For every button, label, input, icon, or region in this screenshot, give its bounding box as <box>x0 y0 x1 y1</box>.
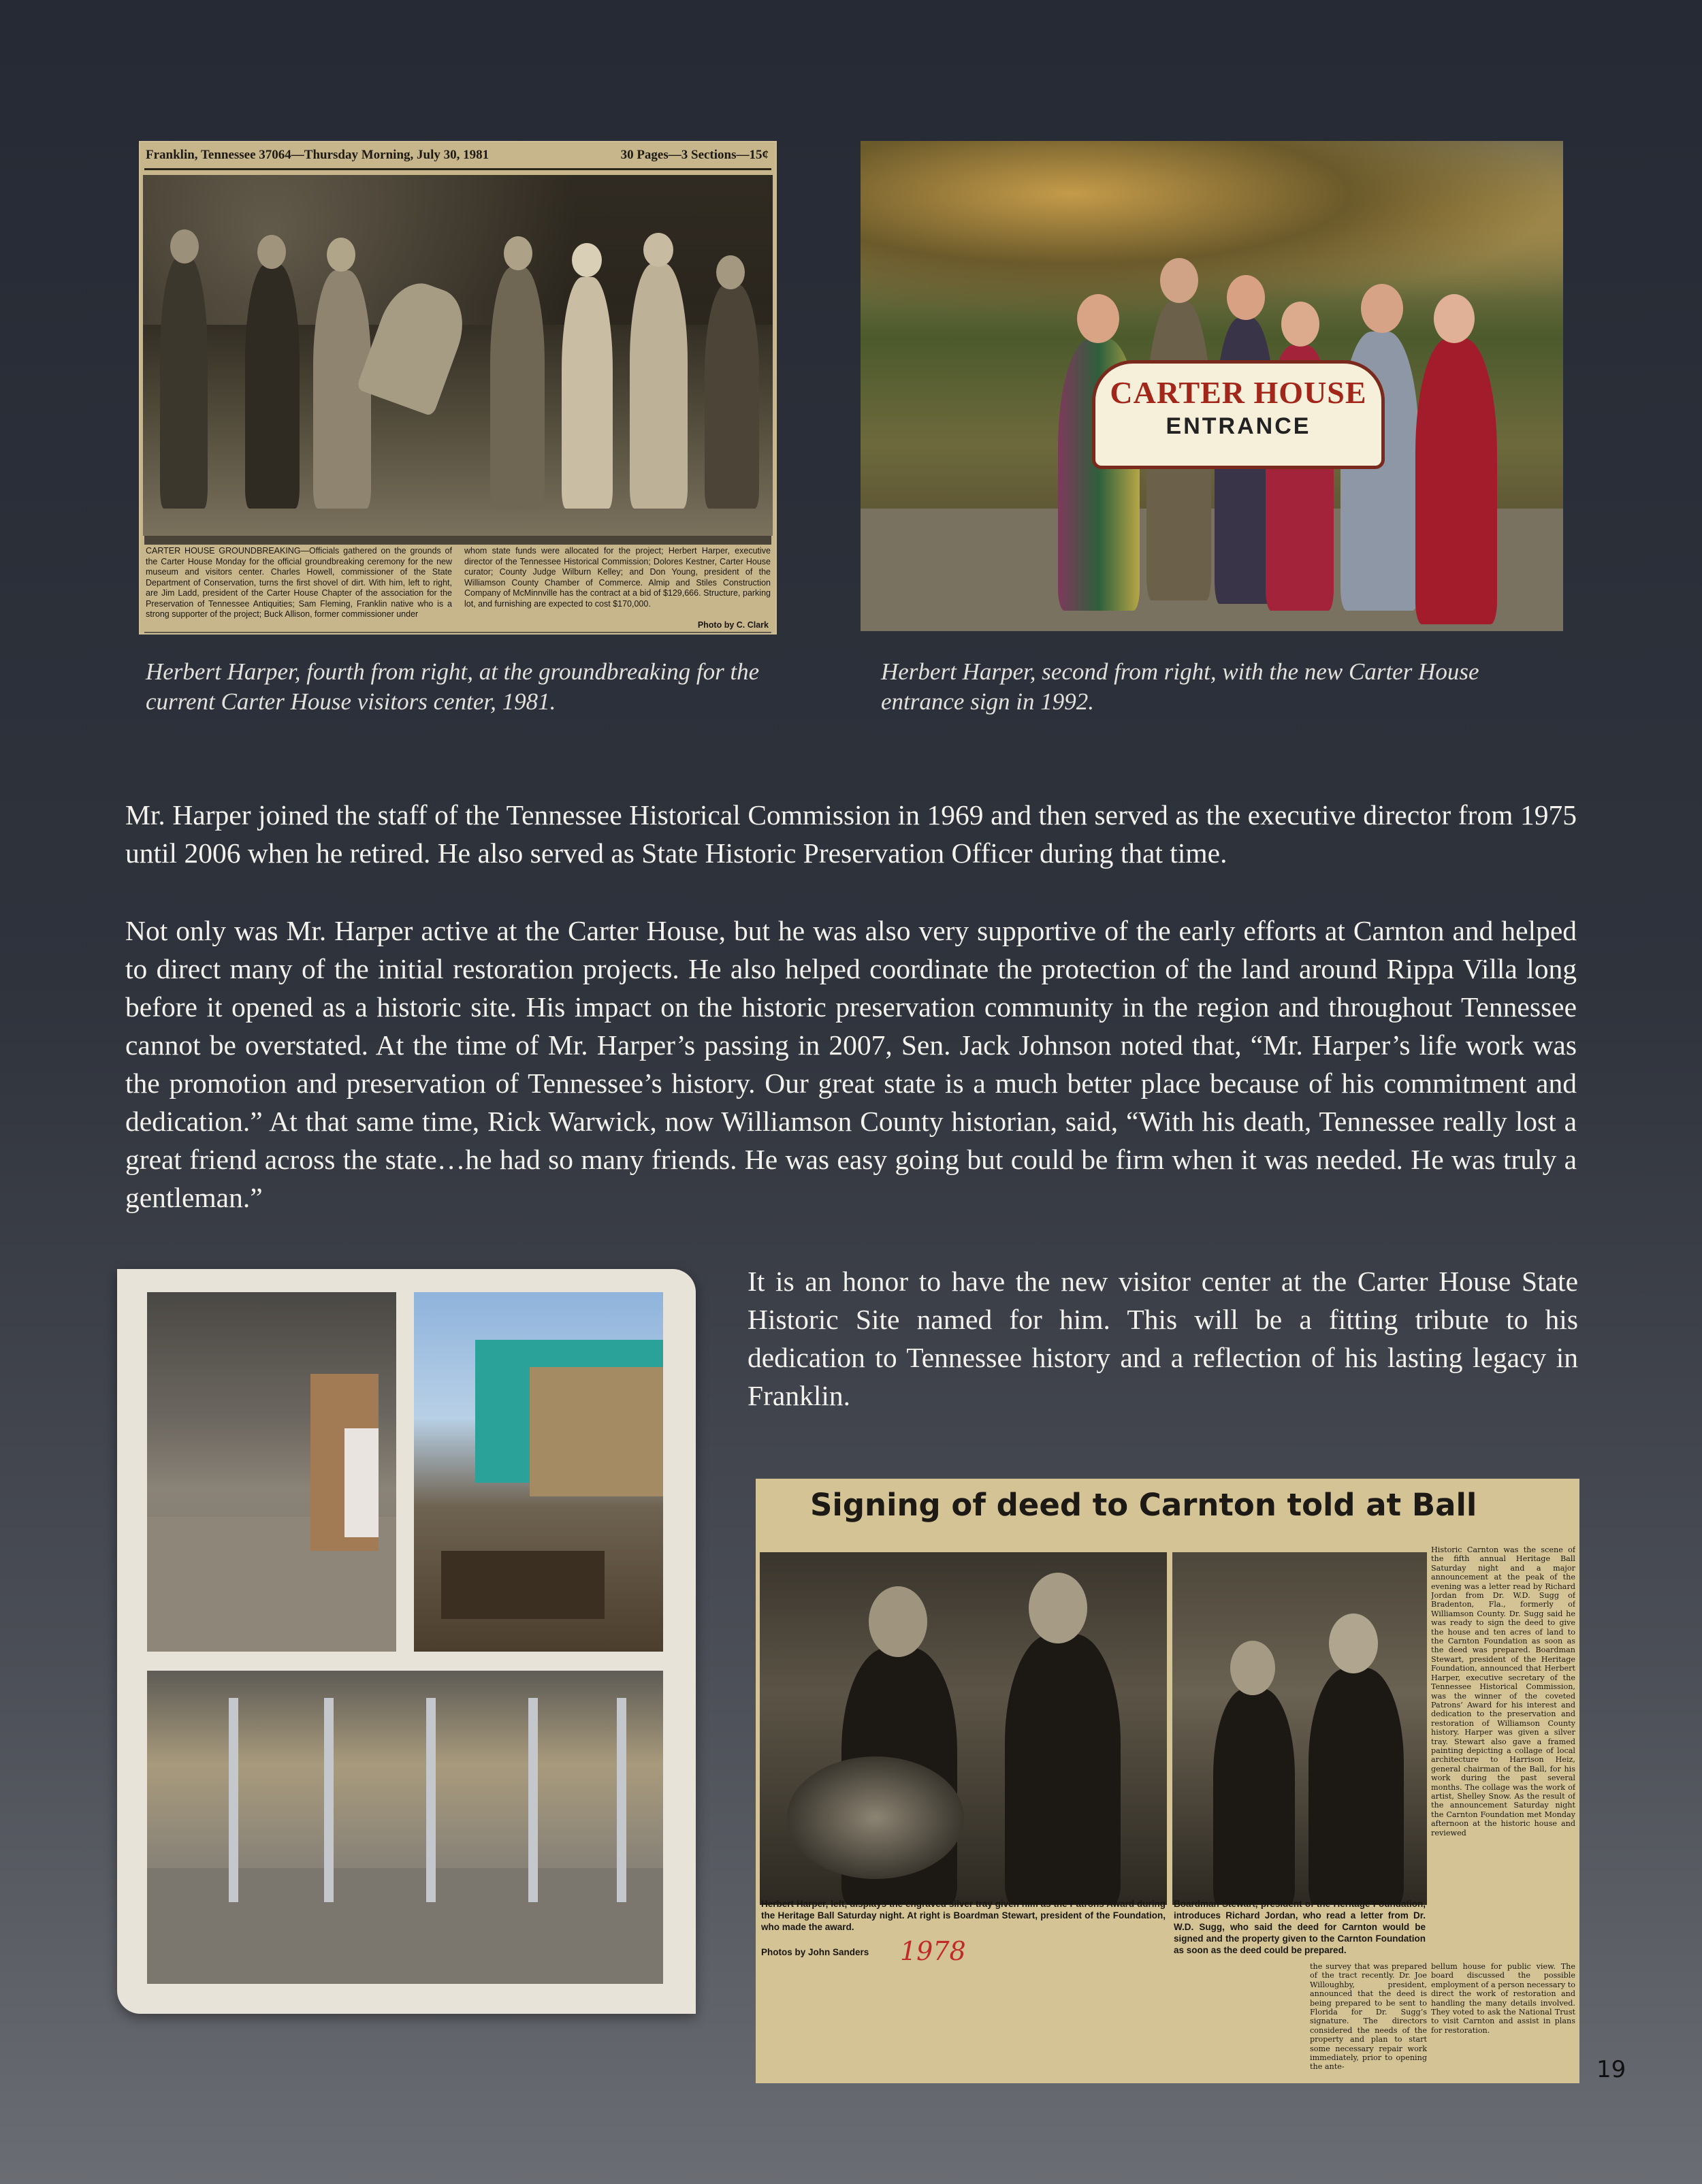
person-figure <box>160 257 208 509</box>
groundbreaking-photo-frame <box>143 175 773 536</box>
clipping-headline: Signing of deed to Carnton told at Ball <box>810 1487 1477 1523</box>
person-head <box>257 235 286 269</box>
clipping-masthead-left: Franklin, Tennessee 37064—Thursday Morning, July 30, 1981 <box>146 148 489 162</box>
construction-photo-interior <box>147 1292 396 1652</box>
person-figure <box>490 267 545 509</box>
groundbreaking-clip-caption <box>144 545 774 632</box>
body-paragraph-2: Not only was Mr. Harper active at the Carter House, but he was also very supportive of the early efforts at Carnton and helped to direct many of the initial restoration projects. He also helped coordinate the protection of the land around Rippa Villa long before it opened as a historic site. His impact on the historic preservation community in the region and throughout Tennessee cannot be overstated. At the time of Mr. Harper’s passing in 2007, Sen. Jack Johnson noted that, “Mr. Harper’s life work was the promotion and preservation of Tennessee’s history. Our great state is a much better place because of his commitment and dedication.” At that same time, Rick Warwick, now Williamson County historian, said, “With his death, Tennessee really lost a great friend across the state…he had so many friends. He was easy going but could be firm when it was needed. He was truly a gentleman.” <box>125 915 1577 1213</box>
person-head <box>1361 284 1403 333</box>
exterior-trench <box>441 1551 605 1619</box>
body-paragraph-3: It is an honor to have the new visitor center at the Carter House State Historic Site named for him. This will be a fitting tribute to his dedication to Tennessee history and a reflection of his lasting legacy in Franklin. <box>748 1266 1578 1411</box>
tray-photo <box>760 1552 1167 1905</box>
person-figure <box>705 284 759 509</box>
photo2-caption: Herbert Harper, second from right, with the new Carter House entrance sign in 1992. <box>881 658 1479 715</box>
person-figure <box>1415 338 1497 624</box>
clip-photo-credit: Photo by C. Clark <box>697 620 769 630</box>
framing-floor <box>147 1868 663 1984</box>
person-head <box>869 1586 927 1657</box>
person-head <box>1329 1613 1378 1673</box>
person-head <box>1227 275 1265 320</box>
column-text: Historic Carnton was the scene of the fifth annual Heritage Ball Saturday night and a major announcement at the peak of the evening was a letter read by Richard Jordan from Dr. W.D. Sugg of Bradenton, Fla., formerly of Williamson County. Dr. Sugg said he was ready to sign the deed to give the house and ten acres of land to the Carnton Foundation as soon as the deed was prepared. Boardman Stewart, president of the Heritage Foundation, announced that Herbert Harper, executive secretary of the Tennessee Historical Commission, was the winner of the coveted Patrons’ Award for his interest and dedication to the preservation and restoration of Williamson County history. Harper was given a silver tray. Stewart also gave a framed painting depicting a collage of local architecture to Harrison Heiz, general chairman of the Ball, for his work during the past several months. The collage was the work of artist, Shelley Snow. As the result of the announcement Saturday night the Carnton Foundation met Monday afternoon at the historic house and reviewed <box>1431 1545 1575 1837</box>
exterior-siding <box>530 1367 663 1496</box>
framing-stud <box>528 1698 538 1902</box>
person-figure <box>630 263 688 509</box>
framing-stud <box>229 1698 238 1902</box>
photo1-caption: Herbert Harper, fourth from right, at the groundbreaking for the current Carter House visitors center, 1981. <box>146 658 760 715</box>
clip-caption-col2: whom state funds were allocated for the project; Herbert Harper, executive director of the Tennessee Historical Commission; Dolores Kestner, Carter House curator; County Judge Wilburn Kelley; and Don Young, president of the Williamson County Chamber of Commerce. Almip and Stiles Construction Company of McMinnville has the contract at a bid of $129,666. Structure, parking lot, and furnishing are expected to cost $170,000. <box>464 546 771 609</box>
column-text-bottom-right: bellum house for public view. The board discussed the possible employment of a person necessary to direct the work of restoration and handling the many details involved. They voted to ask the National Trust to visit Carnton and assist in plans for restoration. <box>1431 1962 1575 2035</box>
person-head <box>170 229 199 263</box>
person-head <box>1281 302 1319 347</box>
person-head <box>572 243 602 277</box>
person-head <box>716 255 745 289</box>
construction-photo-framing <box>147 1671 663 1984</box>
ball-photo <box>1172 1552 1427 1905</box>
tray-caption: Herbert Harper, left, displays the engraved silver tray given him as the Patrons Award during the Heritage Ball Saturday night. At right is Boardman Stewart, president of the Foundation, who made the award. <box>761 1899 1166 1932</box>
framing-stud <box>426 1698 436 1902</box>
person-head <box>643 233 673 267</box>
person-head <box>504 236 532 270</box>
person-head <box>1434 294 1475 343</box>
framing-stud <box>324 1698 334 1902</box>
person-head <box>327 238 355 272</box>
person-head <box>1029 1573 1087 1643</box>
sign-line2: ENTRANCE <box>1166 413 1311 439</box>
masthead-rule <box>144 168 771 170</box>
carter-house-entrance-sign <box>1092 360 1385 469</box>
tree-canopy <box>861 141 1563 318</box>
entrance-sign-photo <box>861 141 1563 631</box>
ball-caption: Boardman Stewart, president of the Heritage Foundation, introduces Richard Jordan, who read a letter from Dr. W.D. Sugg, who said the deed for Carnton would be signed and the property given to the Carnton Foundation as soon as the deed could be prepared. <box>1174 1899 1426 1955</box>
clip-caption-col1: CARTER HOUSE GROUNDBREAKING—Officials gathered on the grounds of the Carter House Monday for the official groundbreaking ceremony for the new museum and visitors center. Charles Howell, commissioner of the State Department of Conservation, turns the first shovel of dirt. With him, left to right, are Jim Ladd, president of the Carter House Chapter of the association for the Preservation of Tennessee Antiquities; Sam Fleming, Franklin native who is a strong supporter of the project; Buck Allison, former commissioner under <box>146 546 452 619</box>
column-text-bottom-left: the survey that was prepared of the tract recently. Dr. Joe Willoughby, president, announced that the deed is being prepared to be sent to Florida for Dr. Sugg’s signature. The directors considered the needs of the property and plan to start some necessary repair work immediately, prior to opening the ante- <box>1310 1962 1427 2072</box>
carnton-deed-clipping <box>756 1479 1579 2083</box>
clipping-masthead-right: 30 Pages—3 Sections—15¢ <box>620 148 769 162</box>
person-figure <box>1308 1668 1404 1905</box>
handwritten-year: 1978 <box>900 1936 966 1966</box>
person-figure <box>562 277 613 509</box>
body-paragraph-1: Mr. Harper joined the staff of the Tennessee Historical Commission in 1969 and then served as the executive director from 1975 until 2006 when he retired. He also served as State Historic Preservation Officer during that time. <box>125 799 1577 869</box>
photos-by: Photos by John Sanders <box>761 1947 869 1957</box>
person-head <box>1077 294 1119 343</box>
person-head <box>1160 258 1198 303</box>
framing-stud <box>617 1698 626 1902</box>
silver-tray <box>787 1756 964 1879</box>
construction-photo-exterior <box>414 1292 663 1652</box>
sign-line1: CARTER HOUSE <box>1110 375 1367 410</box>
person-figure <box>245 263 300 509</box>
person-figure <box>1213 1688 1295 1905</box>
person-figure <box>1005 1634 1121 1905</box>
page-number: 19 <box>1596 2056 1626 2083</box>
interior-opening <box>344 1428 379 1537</box>
person-head <box>1230 1641 1275 1695</box>
construction-collage <box>117 1269 696 2014</box>
